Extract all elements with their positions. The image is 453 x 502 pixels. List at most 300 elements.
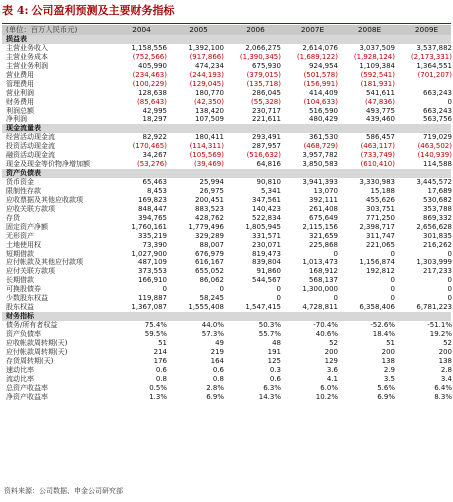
value-cell: 200,451 [195,195,224,204]
value-cell: 6.9% [377,392,395,401]
value-cell: 5.6% [377,383,395,392]
value-cell: 0 [390,294,395,303]
value-cell: 0 [447,276,452,285]
value-cell: 82,922 [142,133,167,142]
value-cell: 221,611 [252,115,281,124]
value-cell: (170,465) [132,142,167,151]
value-cell: 50.3% [258,321,281,329]
value-cell: 6.3% [263,383,281,392]
section-header-row [2,169,451,178]
row-label: 应付帐款周转期(天) [6,347,68,356]
value-cell: 0 [447,294,452,303]
value-cell: 4.1 [326,374,338,383]
value-cell: (463,502) [417,142,452,151]
value-cell: 0.5% [149,383,167,392]
value-cell: 3.5 [383,374,395,383]
table-row [2,357,451,366]
row-label: 主营业务利润 [6,61,48,70]
table-row [2,44,451,53]
value-cell: 719,029 [423,133,452,142]
value-cell: 219 [210,347,224,356]
value-cell: (53,276) [137,160,167,169]
value-cell: 1,805,945 [245,222,281,231]
value-cell: 0 [447,285,452,294]
value-cell: 6.0% [320,383,338,392]
value-cell: 230,071 [252,240,281,249]
value-cell: (917,866) [189,52,224,61]
table-row [2,303,451,312]
value-cell: 0 [162,285,167,294]
value-cell: 455,626 [366,195,395,204]
value-cell: 0 [219,285,224,294]
value-cell: 516,590 [309,106,338,115]
value-cell: (234,463) [132,70,167,79]
value-cell: 91,860 [256,267,281,276]
value-cell: 0.3 [269,365,281,374]
value-cell: 3,941,393 [302,178,338,186]
table-row [2,160,451,169]
value-cell: 57.3% [201,329,224,338]
value-cell: 2.8 [440,365,452,374]
table-row [2,384,451,393]
table-row [2,232,451,241]
row-label: 应收票据及其他应收款项 [6,195,83,204]
value-cell: 200 [324,347,338,356]
value-cell: 10.2% [315,392,338,401]
value-cell: 568,137 [309,276,338,285]
value-cell: 0 [333,249,338,258]
value-cell: 0.8 [212,374,224,383]
table-row [2,223,451,232]
value-cell: 0.8 [155,374,167,383]
table-row [2,62,451,71]
value-cell: 166,910 [138,276,167,285]
value-cell: 13,070 [313,186,338,195]
value-cell: 3.6 [326,365,338,374]
row-label: 营业利润 [6,88,34,97]
value-cell: 361,530 [309,133,338,142]
value-cell: (463,117) [360,142,395,151]
value-cell: 176 [153,356,167,365]
table-row [2,285,451,294]
section-label: 财务指标 [6,312,34,321]
table-row [2,321,451,330]
value-cell: 4,728,811 [302,303,338,312]
value-cell: (501,578) [303,70,338,79]
value-cell: 0.6 [155,365,167,374]
value-cell: 663,243 [423,88,452,97]
row-label: 固定资产净额 [6,222,48,231]
value-cell: 0 [276,285,281,294]
row-label: 应收帐款周转期(天) [6,338,68,347]
value-cell: 59.5% [144,329,167,338]
value-cell: 3,537,882 [416,43,452,52]
value-cell: 230,717 [252,106,281,115]
row-label: 应付帐款及其他应付款项 [6,258,83,267]
value-cell: (516,632) [246,151,281,160]
value-cell: (1,928,124) [353,52,395,61]
value-cell: 586,457 [366,133,395,142]
row-label: 速动比率 [6,365,34,374]
value-cell: 3,330,983 [359,178,395,186]
value-cell: 530,682 [423,195,452,204]
value-cell: 1,027,900 [131,249,167,258]
value-cell: 1.3% [149,392,167,401]
year-header: 2008E [357,25,382,34]
value-cell: 353,788 [423,204,452,213]
section-label: 现金流量表 [6,124,41,133]
value-cell: (181,931) [360,79,395,88]
value-cell: 2,115,156 [302,222,338,231]
row-label: 资产负债率 [6,329,41,338]
value-cell: 675,930 [252,61,281,70]
value-cell: 487,109 [138,258,167,267]
value-cell: 301,835 [423,231,452,240]
value-cell: -70.4% [313,321,338,329]
value-cell: 335,219 [138,231,167,240]
table-row [2,267,451,276]
value-cell: 287,957 [252,142,281,151]
value-cell: 1,547,415 [245,303,281,312]
row-label: 应收关联方款项 [6,204,55,213]
value-cell: 169,823 [138,195,167,204]
value-cell: -52.6% [370,321,395,329]
value-cell: 924,954 [309,61,338,70]
section-label: 损益表 [6,35,27,43]
value-cell: 1,779,496 [188,222,224,231]
value-cell: 114,588 [423,160,452,169]
value-cell: (244,193) [189,70,224,79]
value-cell: (1,390,345) [239,52,281,61]
value-cell: 2,614,076 [302,43,338,52]
value-cell: 2,398,717 [359,222,395,231]
value-cell: (47,836) [365,97,395,106]
value-cell: 214 [153,347,167,356]
value-cell: 107,509 [195,115,224,124]
table-row [2,133,451,142]
value-cell: 0.6 [212,365,224,374]
year-header: 2006 [246,25,265,34]
value-cell: 1,013,473 [302,258,338,267]
value-cell: 90,810 [256,178,281,186]
value-cell: 329,289 [195,231,224,240]
table-row [2,205,451,214]
value-cell: 44.0% [201,321,224,329]
value-cell: (55,328) [251,97,281,106]
value-cell: 1,158,556 [131,43,167,52]
value-cell: 1,364,551 [416,61,452,70]
section-label: 资产负债表 [6,169,41,178]
table-body [2,35,451,401]
value-cell: 321,659 [309,231,338,240]
value-cell: 541,611 [366,88,395,97]
row-label: 无形资产 [6,231,34,240]
value-cell: 493,775 [366,106,395,115]
table-row [2,339,451,348]
value-cell: 675,649 [309,213,338,222]
value-cell: 405,990 [138,61,167,70]
value-cell: (105,569) [189,151,224,160]
table-caption: 公司盈利预测及主要财务指标 [31,4,175,17]
value-cell: 869,332 [423,213,452,222]
value-cell: 52 [443,338,452,347]
value-cell: 19.2% [429,329,452,338]
row-label: 流动比率 [6,374,34,383]
value-cell: (100,229) [132,79,167,88]
financial-table [2,25,451,401]
value-cell: 394,765 [138,213,167,222]
value-cell: 480,429 [309,115,338,124]
value-cell: 216,262 [423,240,452,249]
value-cell: 303,751 [366,204,395,213]
table-row [2,258,451,267]
value-cell: 848,447 [138,204,167,213]
row-label: 经营活动现金流 [6,133,55,142]
value-cell: (468,729) [303,142,338,151]
row-label: 现金及现金等价物净增加额 [6,160,90,169]
value-cell: 168,912 [309,267,338,276]
value-cell: 180,770 [195,88,224,97]
value-cell: 217,233 [423,267,452,276]
table-row [2,178,451,187]
value-cell: 293,491 [252,133,281,142]
value-cell: 18,297 [142,115,167,124]
value-cell: 125 [267,356,281,365]
value-cell: 1,555,408 [188,303,224,312]
value-cell: 819,473 [252,249,281,258]
value-cell: (39,469) [194,160,224,169]
value-cell: (2,173,331) [410,52,452,61]
value-cell: 15,188 [370,186,395,195]
value-cell: 3,037,509 [359,43,395,52]
value-cell: 0 [390,249,395,258]
table-row [2,330,451,339]
value-cell: 2.9 [383,365,395,374]
value-cell: 6.9% [206,392,224,401]
row-label: 存货 [6,213,20,222]
value-cell: 3,445,572 [416,178,452,186]
value-cell: (129,045) [189,79,224,88]
value-cell: 0 [390,285,395,294]
value-cell: (733,749) [360,151,395,160]
value-cell: 616,167 [195,258,224,267]
row-label: 营业费用 [6,70,34,79]
value-cell: 86,062 [199,276,224,285]
value-cell: 2,066,275 [245,43,281,52]
title-rule [2,23,451,24]
table-row [2,187,451,196]
value-cell: 1,300,000 [302,285,338,294]
value-cell: 8.3% [434,392,452,401]
value-cell: 428,762 [195,213,224,222]
row-label: 主营业务成本 [6,52,48,61]
value-cell: 64,816 [256,160,281,169]
value-cell: (114,311) [189,142,224,151]
value-cell: 347,561 [252,195,281,204]
section-header-row [2,312,451,321]
value-cell: 839,804 [252,258,281,267]
value-cell: 3,957,782 [302,151,338,160]
value-cell: (610,410) [360,160,395,169]
value-cell: 8,453 [146,186,167,195]
row-label: 应付关联方款项 [6,267,55,276]
value-cell: 474,234 [195,61,224,70]
value-cell: (135,718) [246,79,281,88]
value-cell: 1,367,087 [131,303,167,312]
value-cell: 140,423 [252,204,281,213]
row-label: 总资产收益率 [6,383,48,392]
table-row [2,80,451,89]
value-cell: (42,350) [194,97,224,106]
table-row [2,98,451,107]
source-note: 资料来源：公司数据、申金公司研究部 [4,487,123,495]
value-cell: 1,156,874 [359,258,395,267]
value-cell: 192,812 [366,267,395,276]
value-cell: (85,643) [137,97,167,106]
row-label: 管理费用 [6,79,34,88]
row-label: 利润总额 [6,106,34,115]
value-cell: 1,303,999 [416,258,452,267]
year-header: 2005 [189,25,208,34]
value-cell: 3.4 [440,374,452,383]
row-label: 财务费用 [6,97,34,106]
value-cell: 522,834 [252,213,281,222]
value-cell: 65,463 [142,178,167,186]
value-cell: 2,656,628 [416,222,452,231]
table-row [2,214,451,223]
row-label: 货币资金 [6,178,34,186]
table-row [2,53,451,62]
value-cell: 373,553 [138,267,167,276]
value-cell: (752,566) [132,52,167,61]
value-cell: 6,358,406 [359,303,395,312]
value-cell: 414,409 [309,88,338,97]
table-row [2,393,451,402]
year-header: 2004 [132,25,151,34]
value-cell: 25,994 [199,178,224,186]
value-cell: 17,689 [427,186,452,195]
value-cell: 655,052 [195,267,224,276]
value-cell: 40.6% [315,329,338,338]
table-row [2,348,451,357]
value-cell: 42,995 [142,106,167,115]
value-cell: 3,850,583 [302,160,338,169]
row-label: 融资活动现金流 [6,151,55,160]
row-label: 投资活动现金流 [6,142,55,151]
value-cell: 0 [447,97,452,106]
value-cell: 55.7% [258,329,281,338]
value-cell: 129 [324,356,338,365]
value-cell: 221,065 [366,240,395,249]
value-cell: 286,045 [252,88,281,97]
value-cell: 0 [390,276,395,285]
value-cell: 544,567 [252,276,281,285]
value-cell: (592,541) [360,70,395,79]
value-cell: (156,991) [303,79,338,88]
value-cell: 0 [276,294,281,303]
value-cell: 225,868 [309,240,338,249]
value-cell: 1,392,100 [188,43,224,52]
value-cell: 1,760,161 [131,222,167,231]
row-label: 可换股债券 [6,285,41,294]
value-cell: 51 [158,338,167,347]
value-cell: 6.4% [434,383,452,392]
value-cell: 164 [210,356,224,365]
row-label: 股东权益 [6,303,34,312]
value-cell: 0.6 [269,374,281,383]
value-cell: (701,207) [417,70,452,79]
row-label: 存货周转期(天) [6,356,54,365]
table-header-row [2,25,451,35]
table-number: 表 4: [2,4,29,17]
value-cell: 75.4% [144,321,167,329]
table-row [2,71,451,80]
value-cell: 48 [272,338,281,347]
value-cell: 6,781,223 [416,303,452,312]
value-cell: 261,408 [309,204,338,213]
table-row [2,241,451,250]
row-label: 土地使用权 [6,240,41,249]
table-row [2,196,451,205]
value-cell: 34,267 [142,151,167,160]
row-label: 短期借款 [6,249,34,258]
table-row [2,107,451,116]
table-row [2,276,451,285]
value-cell: 311,747 [366,231,395,240]
value-cell: 0 [333,294,338,303]
table-row [2,375,451,384]
table-row [2,142,451,151]
value-cell: 18.4% [372,329,395,338]
row-label: 净资产收益率 [6,392,48,401]
value-cell: (104,633) [303,97,338,106]
value-cell: 200 [438,347,452,356]
value-cell: 0 [447,249,452,258]
value-cell: 2.8% [206,383,224,392]
value-cell: 49 [215,338,224,347]
table-row [2,366,451,375]
table-row [2,151,451,160]
table-row [2,89,451,98]
value-cell: 331,571 [252,231,281,240]
value-cell: 73,390 [142,240,167,249]
value-cell: 138 [381,356,395,365]
value-cell: 439,460 [366,115,395,124]
row-label: 限制性存款 [6,186,41,195]
table-row [2,250,451,259]
value-cell: 119,887 [138,294,167,303]
value-cell: 58,245 [199,294,224,303]
year-header: 2009E [414,25,439,34]
row-label: 主营业务收入 [6,43,48,52]
table-title [2,2,175,20]
row-label: 少数股东权益 [6,294,48,303]
value-cell: (379,015) [246,70,281,79]
value-cell: 883,523 [195,204,224,213]
value-cell: 200 [381,347,395,356]
value-cell: 52 [329,338,338,347]
row-label: 净利润 [6,115,27,124]
unit-label: (单位：百万人民币元) [6,25,78,34]
value-cell: 1,109,384 [359,61,395,70]
value-cell: 88,007 [199,240,224,249]
value-cell: 191 [267,347,281,356]
value-cell: 138,420 [195,106,224,115]
table-row [2,294,451,303]
value-cell: 5,341 [260,186,281,195]
value-cell: 676,979 [195,249,224,258]
row-label: 长期借款 [6,276,34,285]
